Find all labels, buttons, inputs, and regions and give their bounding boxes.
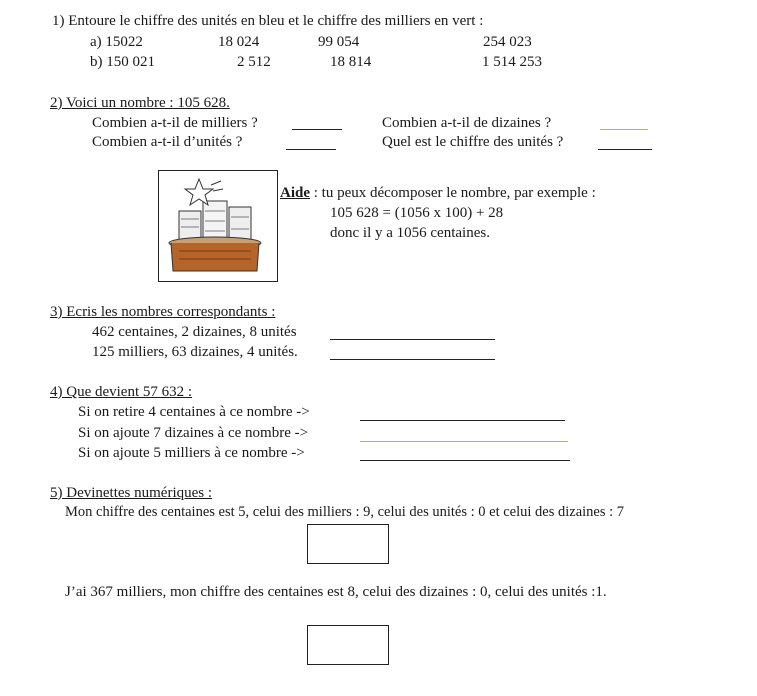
ex3-answer-1[interactable]	[330, 339, 495, 340]
ex3-line-2: 125 milliers, 63 dizaines, 4 unités.	[92, 344, 298, 360]
ex1-row-a-item-2: 18 024	[218, 34, 260, 50]
exercise-3-title: 3) Ecris les nombres correspondants :	[50, 304, 276, 320]
ex2-question-chiffre-unites: Quel est le chiffre des unités ?	[382, 134, 564, 150]
ex1-row-a-item-3: 99 054	[318, 34, 360, 50]
ex3-answer-2[interactable]	[330, 359, 495, 360]
exercise-2-title: 2) Voici un nombre : 105 628.	[50, 95, 230, 111]
desk-papers-illustration	[158, 170, 278, 282]
ex4-answer-1[interactable]	[360, 420, 565, 421]
ex1-row-b-item-2: 2 512	[237, 54, 271, 70]
riddle-2-text: J’ai 367 milliers, mon chiffre des centaines est 8, celui des dizaines : 0, celui des unités :1.	[65, 584, 607, 600]
aide-line-1	[280, 186, 596, 201]
ex4-answer-3[interactable]	[360, 460, 570, 461]
aide-text: : tu peux décomposer le nombre, par exemple :	[310, 185, 596, 201]
ex1-row-b-item-3: 18 814	[330, 54, 372, 70]
exercise-1-title: 1) Entoure le chiffre des unités en bleu et le chiffre des milliers en vert :	[52, 13, 484, 29]
ex2-answer-dizaines[interactable]	[600, 129, 648, 130]
ex2-question-milliers: Combien a-t-il de milliers ?	[92, 115, 258, 131]
aide-line-2: 105 628 = (1056 x 100) + 28	[330, 205, 504, 221]
aide-label: Aide	[280, 185, 310, 201]
ex1-row-b-item-1: b) 150 021	[90, 54, 155, 70]
riddle-1-text: Mon chiffre des centaines est 5, celui des milliers : 9, celui des unités : 0 et celui des dizaines : 7	[65, 504, 625, 520]
desk-papers-icon	[159, 171, 277, 281]
exercise-4-title: 4) Que devient 57 632 :	[50, 384, 193, 400]
exercise-5-title: 5) Devinettes numériques :	[50, 485, 213, 501]
ex1-row-a-item-1: a) 15022	[90, 34, 143, 50]
ex4-line-3: Si on ajoute 5 milliers à ce nombre ->	[78, 445, 305, 461]
ex1-row-b-item-4: 1 514 253	[482, 54, 542, 70]
ex2-answer-unites[interactable]	[286, 149, 336, 150]
riddle-2-answer-box[interactable]	[307, 625, 389, 665]
ex4-line-1: Si on retire 4 centaines à ce nombre ->	[78, 404, 310, 420]
ex2-question-unites: Combien a-t-il d’unités ?	[92, 134, 243, 150]
ex1-row-a-item-4: 254 023	[483, 34, 532, 50]
aide-line-3: donc il y a 1056 centaines.	[330, 225, 490, 241]
ex2-answer-chiffre-unites[interactable]	[598, 149, 652, 150]
riddle-1-answer-box[interactable]	[307, 524, 389, 564]
ex2-answer-milliers[interactable]	[292, 129, 342, 130]
ex3-line-1: 462 centaines, 2 dizaines, 8 unités	[92, 324, 297, 340]
ex4-answer-2[interactable]	[360, 441, 568, 442]
ex2-question-dizaines: Combien a-t-il de dizaines ?	[382, 115, 552, 131]
ex4-line-2: Si on ajoute 7 dizaines à ce nombre ->	[78, 425, 309, 441]
